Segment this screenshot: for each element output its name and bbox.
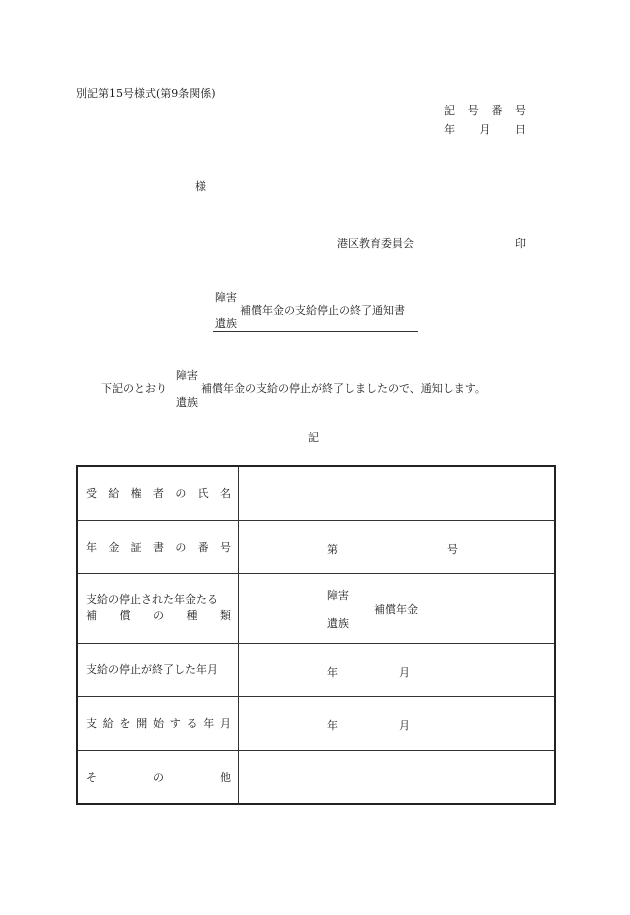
body-text: 補償年金の支給の停止が終了しましたので、通知します。: [201, 382, 486, 395]
recipient-name-value: [239, 466, 556, 520]
document-title: 補償年金の支給停止の終了通知書: [240, 304, 405, 317]
other-label: そ の 他: [77, 750, 239, 804]
body-option-disability: 障害: [176, 369, 198, 382]
table-row: [77, 750, 555, 804]
body-option-survivor: 遺族: [176, 396, 198, 409]
payment-start-year: 年: [327, 718, 338, 732]
pension-type-value: [239, 573, 556, 643]
table-row: [77, 573, 555, 643]
table-row: [77, 643, 555, 696]
form-reference: 別記第15号様式(第9条関係): [76, 87, 216, 100]
record-number-label: 記 号 番 号: [444, 104, 526, 117]
pension-type-text: 補償年金: [374, 602, 418, 616]
issuer-name: 港区教育委員会: [337, 237, 414, 250]
addressee-suffix: 様: [195, 180, 206, 193]
seal-mark: 印: [515, 237, 526, 250]
table-row: [77, 466, 555, 520]
payment-start-month: 月: [399, 718, 410, 732]
date-label: 年 月 日: [444, 123, 526, 136]
title-option-disability: 障害: [215, 291, 237, 304]
table-row: [77, 520, 555, 573]
other-value: [239, 750, 556, 804]
certificate-suffix: 号: [447, 542, 458, 556]
recipient-name-label: 受 給 権 者 の 氏 名: [77, 466, 239, 520]
table-row: [77, 696, 555, 750]
stop-end-month-label: 支給の停止が終了した年月: [77, 643, 239, 696]
pension-type-label: 支給の停止された年金たる 補 償 の 種 類: [77, 573, 239, 643]
body-prefix: 下記のとおり: [101, 382, 167, 395]
stop-end-month-value: [239, 643, 556, 696]
certificate-number-value: [239, 520, 556, 573]
payment-start-month-value: [239, 696, 556, 750]
ki-heading: 記: [308, 431, 319, 444]
certificate-number-label: 年 金 証 書 の 番 号: [77, 520, 239, 573]
certificate-prefix: 第: [327, 542, 338, 556]
stop-end-month: 月: [399, 665, 410, 679]
stop-end-year: 年: [327, 665, 338, 679]
title-option-survivor: 遺族: [215, 317, 237, 330]
pension-option-survivor: 遺族: [327, 616, 349, 630]
payment-start-month-label: 支 給 を 開 始 す る 年 月: [77, 696, 239, 750]
record-table: [76, 465, 556, 805]
pension-option-disability: 障害: [327, 588, 349, 602]
title-underline: [213, 331, 418, 332]
